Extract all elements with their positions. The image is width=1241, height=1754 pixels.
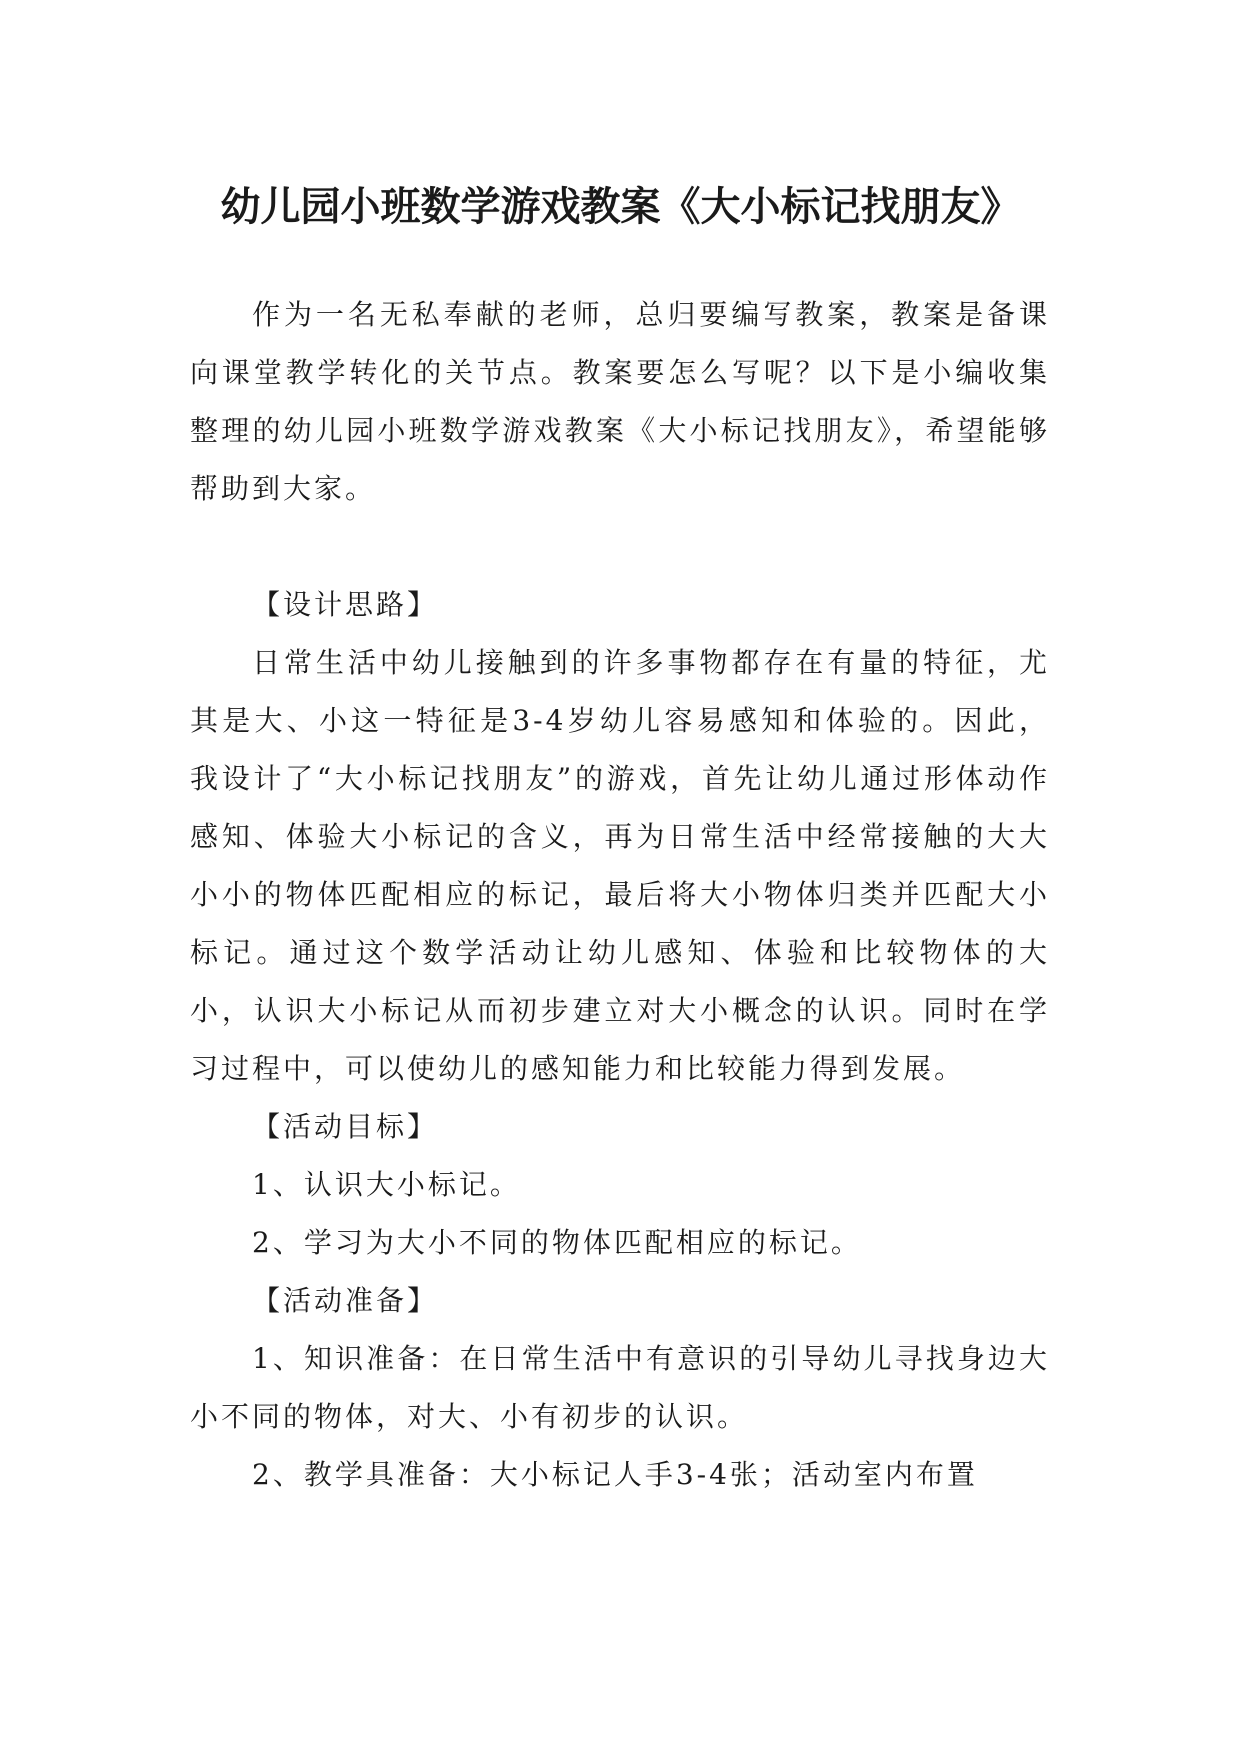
prep-heading: 【活动准备】 (252, 1284, 439, 1317)
design-heading: 【设计思路】 (252, 588, 439, 621)
design-paragraph: 日常生活中幼儿接触到的许多事物都存在有量的特征，尤其是大、小这一特征是3-4岁幼儿容易感知和体验的。因此，我设计了“大小标记找朋友”的游戏，首先让幼儿通过形体动作感知、体验大小标记的含义，再为日常生活中经常接触的大大小小的物体匹配相应的标记，最后将大小物体归类并匹配大小标记。通过这个数学活动让幼儿感知、体验和比较物体的大小，认识大小标记从而初步建立对大小概念的认识。同时在学习过程中，可以使幼儿的感知能力和比较能力得到发展。 (190, 646, 1050, 1085)
content-block (190, 576, 1050, 1504)
intro-block (190, 286, 1050, 518)
prep-item-2: 2、教学具准备：大小标记人手3-4张；活动室内布置 (252, 1458, 978, 1491)
document-title: 幼儿园小班数学游戏教案《大小标记找朋友》 (220, 183, 1021, 230)
prep-item-1: 1、知识准备：在日常生活中有意识的引导幼儿寻找身边大小不同的物体，对大、小有初步的认识。 (190, 1342, 1050, 1433)
goal-item-2: 2、学习为大小不同的物体匹配相应的标记。 (252, 1226, 862, 1259)
intro-paragraph: 作为一名无私奉献的老师，总归要编写教案，教案是备课向课堂教学转化的关节点。教案要怎么写呢？以下是小编收集整理的幼儿园小班数学游戏教案《大小标记找朋友》，希望能够帮助到大家。 (190, 298, 1050, 505)
goal-item-1: 1、认识大小标记。 (252, 1168, 521, 1201)
goal-heading: 【活动目标】 (252, 1110, 439, 1143)
